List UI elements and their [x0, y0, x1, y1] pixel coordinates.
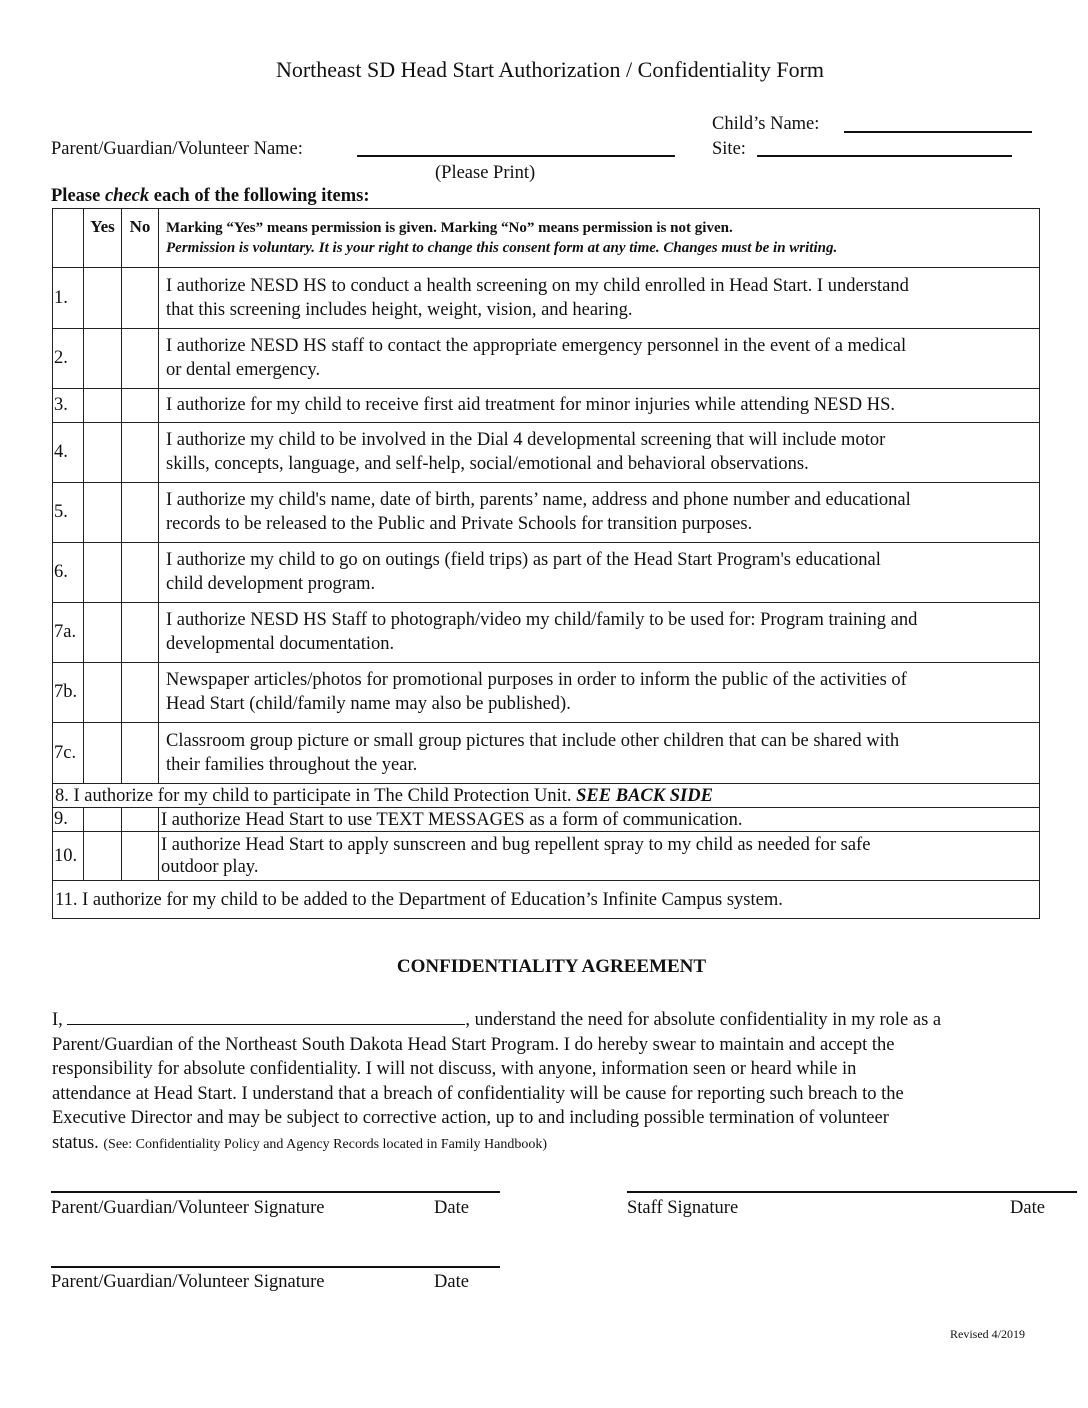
row-text-line: I authorize Head Start to apply sunscreen and bug repellent spray to my child as needed for safe: [161, 835, 871, 855]
yes-checkbox[interactable]: [84, 423, 122, 483]
row-text-line: I authorize NESD HS to conduct a health screening on my child enrolled in Head Start. I understand: [166, 275, 909, 296]
check-instructions-suffix: each of the following items:: [149, 186, 370, 206]
row-number: 1.: [53, 268, 84, 329]
check-instructions-prefix: Please: [51, 186, 105, 206]
confidentiality-line1: , understand the need for absolute confidentiality in my role as a: [465, 1010, 942, 1030]
row-text: [159, 483, 1040, 543]
site-field[interactable]: [757, 155, 1012, 157]
no-checkbox[interactable]: [122, 389, 159, 423]
yes-checkbox[interactable]: [84, 808, 122, 832]
check-instructions-emph: check: [104, 186, 150, 206]
row-text-line: or dental emergency.: [166, 360, 321, 380]
table-row: [53, 784, 1040, 808]
confidentiality-line3: responsibility for absolute confidentiality. I will not discuss, with anyone, information seen or heard while in: [52, 1059, 857, 1080]
header-yes: Yes: [84, 209, 122, 268]
header-num-cell: [53, 209, 84, 268]
no-checkbox[interactable]: [122, 329, 159, 389]
table-row: [53, 423, 1040, 483]
check-instructions: [51, 186, 370, 207]
header-instructions-line2: Permission is voluntary. It is your right to change this consent form at any time. Changes must be in writing.: [166, 240, 838, 256]
row-text: [159, 603, 1040, 663]
row-number: 3.: [53, 389, 84, 423]
table-row: [53, 329, 1040, 389]
table-row: [53, 881, 1040, 919]
table-row: [53, 832, 1040, 881]
row-text-line: I authorize NESD HS staff to contact the appropriate emergency personnel in the event of a medical: [166, 336, 907, 356]
row-text-line: I authorize my child's name, date of birth, parents’ name, address and phone number and educational: [166, 490, 911, 510]
row-number: 4.: [53, 423, 84, 483]
row-text: [159, 268, 1040, 329]
parent-date-label-2: Date: [434, 1272, 469, 1292]
staff-signature-line[interactable]: [627, 1191, 1077, 1193]
row-number: 10.: [53, 832, 84, 881]
yes-checkbox[interactable]: [84, 832, 122, 881]
row-text: [159, 723, 1040, 784]
no-checkbox[interactable]: [122, 543, 159, 603]
row-text-line: I authorize for my child to receive first aid treatment for minor injuries while attending NESD HS.: [166, 395, 896, 415]
row-text: [159, 389, 1040, 423]
yes-checkbox[interactable]: [84, 603, 122, 663]
childs-name-field[interactable]: [844, 131, 1032, 133]
header-no: No: [122, 209, 159, 268]
no-checkbox[interactable]: [122, 723, 159, 784]
row-number: 7b.: [53, 663, 84, 723]
row-text-line: records to be released to the Public and Private Schools for transition purposes.: [166, 514, 753, 534]
confidentiality-line4: attendance at Head Start. I understand that a breach of confidentiality will be cause for reporting such breach to the: [52, 1083, 904, 1104]
row-text: I authorize for my child to be added to the Department of Education’s Infinite Campus system.: [82, 889, 783, 910]
confidentiality-title: CONFIDENTIALITY AGREEMENT: [396, 956, 707, 977]
row-text-line: I authorize NESD HS Staff to photograph/video my child/family to be used for: Program training and: [166, 610, 918, 630]
yes-checkbox[interactable]: [84, 268, 122, 329]
parent-signature-label-1: Parent/Guardian/Volunteer Signature: [51, 1198, 325, 1218]
yes-checkbox[interactable]: [84, 663, 122, 723]
row-text: I authorize for my child to participate in The Child Protection Unit.: [73, 785, 572, 806]
table-row: [53, 483, 1040, 543]
header-instructions-line1: Marking “Yes” means permission is given. Marking “No” means permission is not given.: [166, 220, 733, 236]
table-row: [53, 723, 1040, 784]
yes-checkbox[interactable]: [84, 389, 122, 423]
row-text: [159, 832, 1040, 881]
row-text-line: outdoor play.: [161, 857, 259, 877]
no-checkbox[interactable]: [122, 603, 159, 663]
row-text: [159, 543, 1040, 603]
staff-date-label: Date: [1010, 1198, 1045, 1218]
row-text-line: Newspaper articles/photos for promotional purposes in order to inform the public of the activities of: [166, 670, 907, 690]
no-checkbox[interactable]: [122, 483, 159, 543]
confidentiality-line2: Parent/Guardian of the Northeast South Dakota Head Start Program. I do hereby swear to maintain and accept the: [52, 1034, 895, 1055]
yes-checkbox[interactable]: [84, 543, 122, 603]
row-text: [159, 423, 1040, 483]
parent-signature-label-2: Parent/Guardian/Volunteer Signature: [51, 1272, 325, 1292]
please-print-note: (Please Print): [435, 163, 536, 183]
confidentiality-line6: status.: [52, 1132, 99, 1153]
form-title: Northeast SD Head Start Authorization / Confidentiality Form: [275, 57, 825, 82]
table-row: [53, 663, 1040, 723]
row-text-line: I authorize my child to be involved in the Dial 4 developmental screening that will include motor: [166, 430, 886, 450]
row-number: 6.: [53, 543, 84, 603]
table-row: [53, 389, 1040, 423]
revised-date: Revised 4/2019: [950, 1327, 1025, 1341]
table-header-row: [53, 209, 1040, 268]
see-back-side-note: SEE BACK SIDE: [576, 785, 713, 806]
row-number: 7c.: [53, 723, 84, 784]
parent-date-label-1: Date: [434, 1198, 469, 1218]
confidentiality-i: I,: [52, 1010, 63, 1030]
table-row: [53, 268, 1040, 329]
row-number: 11.: [55, 889, 78, 910]
yes-checkbox[interactable]: [84, 483, 122, 543]
confidentiality-paragraph: [52, 1006, 1052, 1158]
row-text-line: child development program.: [166, 574, 376, 594]
no-checkbox[interactable]: [122, 832, 159, 881]
no-checkbox[interactable]: [122, 268, 159, 329]
row-8: [53, 784, 1040, 808]
site-label: Site:: [712, 139, 746, 159]
no-checkbox[interactable]: [122, 423, 159, 483]
parent-signature-line-2[interactable]: [51, 1266, 500, 1268]
parent-name-field[interactable]: [357, 155, 675, 157]
row-text-line: developmental documentation.: [166, 634, 395, 654]
parent-name-label: Parent/Guardian/Volunteer Name:: [51, 139, 303, 159]
row-number: 8.: [55, 785, 69, 806]
permissions-table: [52, 208, 1040, 919]
childs-name-label: Child’s Name:: [712, 114, 820, 134]
confidentiality-note: (See: Confidentiality Policy and Agency Records located in Family Handbook): [103, 1136, 548, 1152]
row-text-line: I authorize my child to go on outings (field trips) as part of the Head Start Program's educational: [166, 550, 881, 570]
row-text-line: Classroom group picture or small group pictures that include other children that can be shared with: [166, 730, 900, 751]
parent-signature-line-1[interactable]: [51, 1191, 500, 1193]
confidentiality-name-field[interactable]: [67, 1006, 465, 1025]
no-checkbox[interactable]: [122, 808, 159, 832]
table-row: [53, 543, 1040, 603]
table-row: [53, 808, 1040, 832]
no-checkbox[interactable]: [122, 663, 159, 723]
row-text-line: that this screening includes height, weight, vision, and hearing.: [166, 299, 633, 320]
row-text-line: their families throughout the year.: [166, 754, 418, 775]
yes-checkbox[interactable]: [84, 723, 122, 784]
row-text: I authorize Head Start to use TEXT MESSAGES as a form of communication.: [159, 808, 1040, 832]
table-row: [53, 603, 1040, 663]
row-number: 7a.: [53, 603, 84, 663]
row-text: [159, 329, 1040, 389]
yes-checkbox[interactable]: [84, 329, 122, 389]
confidentiality-line5: Executive Director and may be subject to corrective action, up to and including possible termination of volunteer: [52, 1108, 889, 1129]
row-number: 9.: [53, 808, 84, 832]
row-number: 5.: [53, 483, 84, 543]
staff-signature-label: Staff Signature: [627, 1198, 739, 1218]
header-instructions: [159, 209, 1040, 268]
row-text: [159, 663, 1040, 723]
row-11: [53, 881, 1040, 919]
row-text-line: Head Start (child/family name may also be published).: [166, 694, 571, 714]
row-text-line: skills, concepts, language, and self-help, social/emotional and behavioral observations.: [166, 454, 809, 474]
row-number: 2.: [53, 329, 84, 389]
